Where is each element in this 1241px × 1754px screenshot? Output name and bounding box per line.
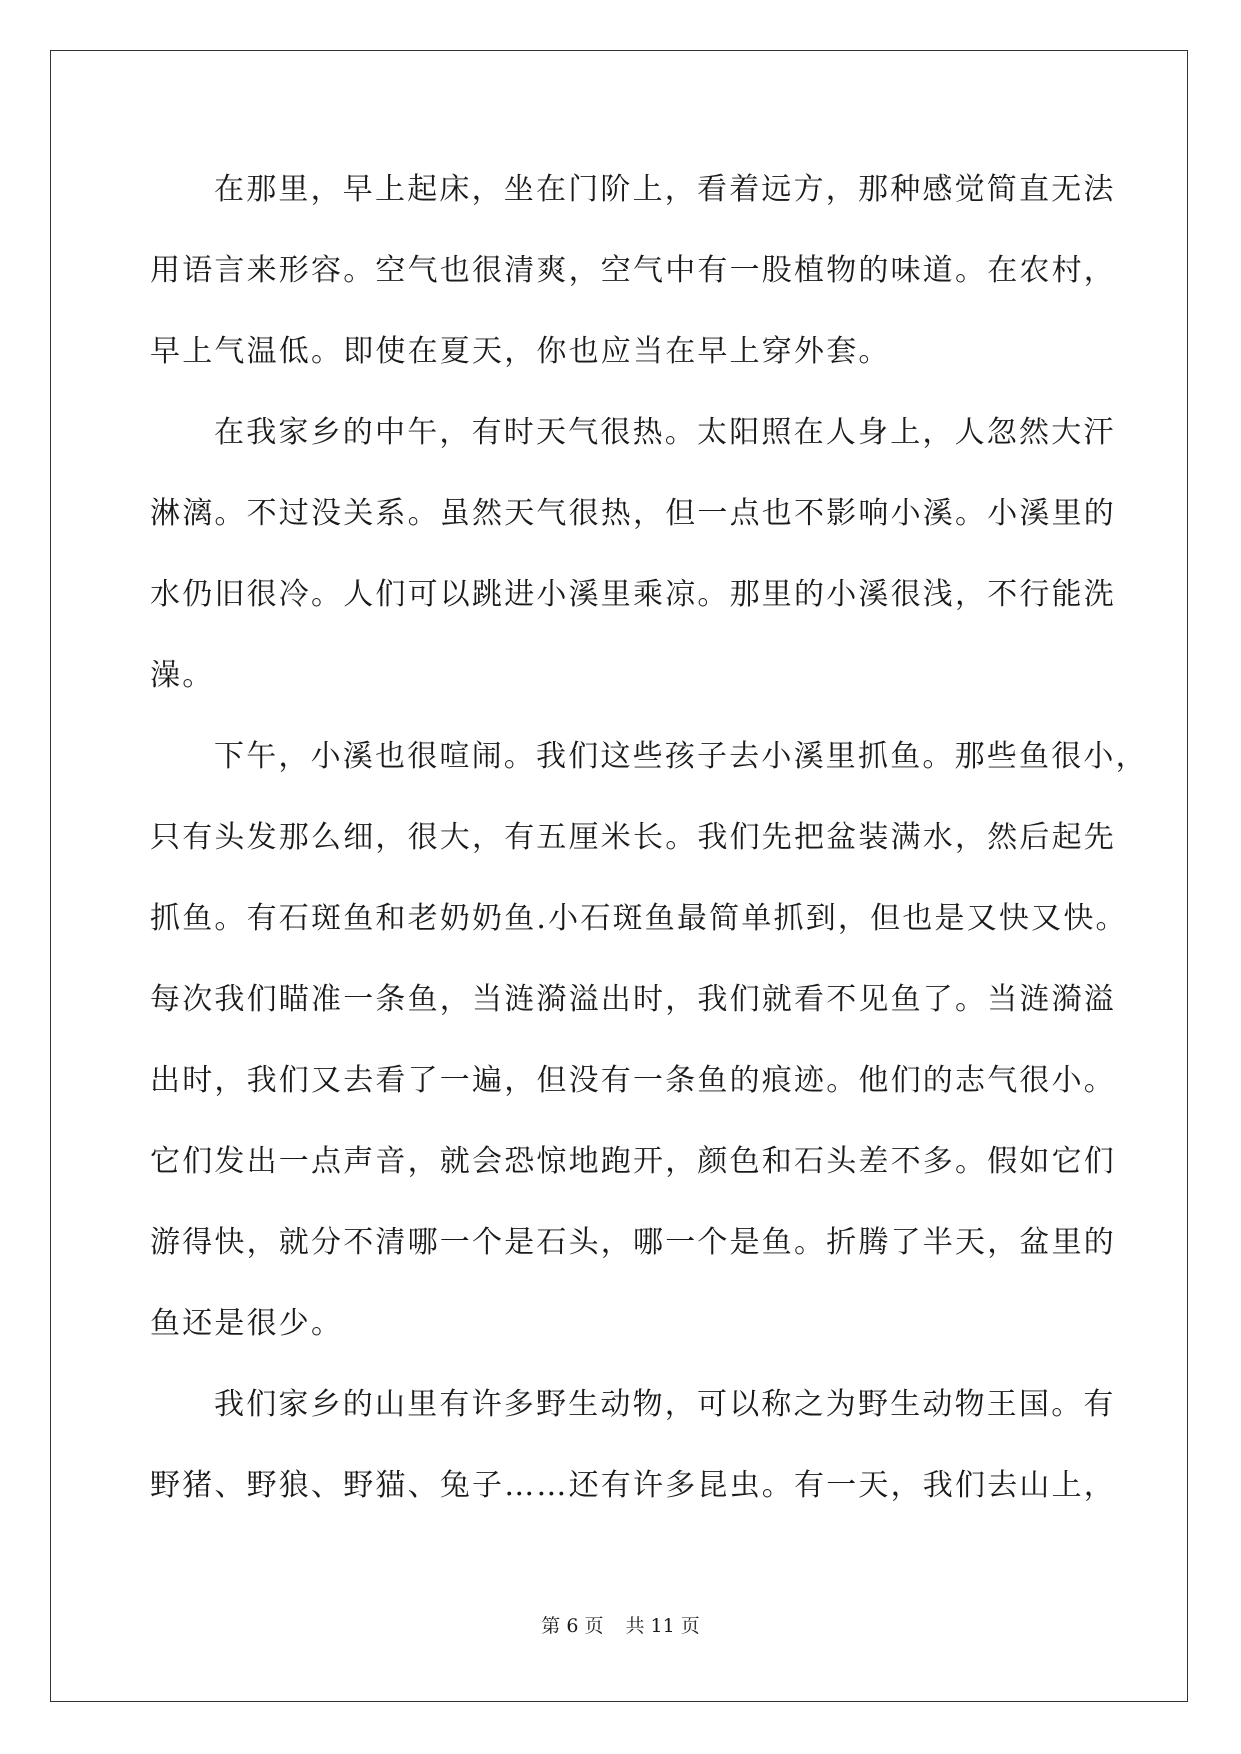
text-line: 在那里，早上起床，坐在门阶上，看着远方，那种感觉简直无法 — [214, 172, 1116, 207]
text-line: 在我家乡的中午，有时天气很热。太阳照在人身上，人忽然大汗 — [214, 415, 1116, 450]
text-line: 抓鱼。有石斑鱼和老奶奶鱼.小石斑鱼最简单抓到，但也是又快又快。 — [150, 901, 1128, 936]
text-line: 野猪、野狼、野猫、兔子……还有许多昆虫。有一天，我们去山上， — [150, 1468, 1116, 1503]
text-line: 鱼还是很少。 — [150, 1306, 344, 1341]
page-footer — [0, 1614, 1241, 1638]
text-line: 淋漓。不过没关系。虽然天气很热，但一点也不影响小溪。小溪里的 — [150, 496, 1116, 531]
document-body — [150, 160, 1148, 1537]
text-line: 出时，我们又去看了一遍，但没有一条鱼的痕迹。他们的志气很小。 — [150, 1063, 1116, 1098]
text-line: 游得快，就分不清哪一个是石头，哪一个是鱼。折腾了半天，盆里的 — [150, 1225, 1116, 1260]
text-line: 它们发出一点声音，就会恐惊地跑开，颜色和石头差不多。假如它们 — [150, 1144, 1116, 1179]
text-line: 水仍旧很冷。人们可以跳进小溪里乘凉。那里的小溪很浅，不行能洗 — [150, 577, 1116, 612]
text-line: 我们家乡的山里有许多野生动物，可以称之为野生动物王国。有 — [214, 1387, 1116, 1422]
text-line: 每次我们瞄准一条鱼，当涟漪溢出时，我们就看不见鱼了。当涟漪溢 — [150, 982, 1116, 1017]
page-number: 第 6 页 — [541, 1615, 604, 1637]
text-line: 用语言来形容。空气也很清爽，空气中有一股植物的味道。在农村， — [150, 253, 1116, 288]
text-line: 只有头发那么细，很大，有五厘米长。我们先把盆装满水，然后起先 — [150, 820, 1116, 855]
total-pages: 共 11 页 — [625, 1615, 700, 1637]
text-line: 早上气温低。即使在夏天，你也应当在早上穿外套。 — [150, 334, 891, 369]
text-line: 下午，小溪也很喧闹。我们这些孩子去小溪里抓鱼。那些鱼很小， — [214, 739, 1148, 774]
text-line: 澡。 — [150, 658, 215, 693]
